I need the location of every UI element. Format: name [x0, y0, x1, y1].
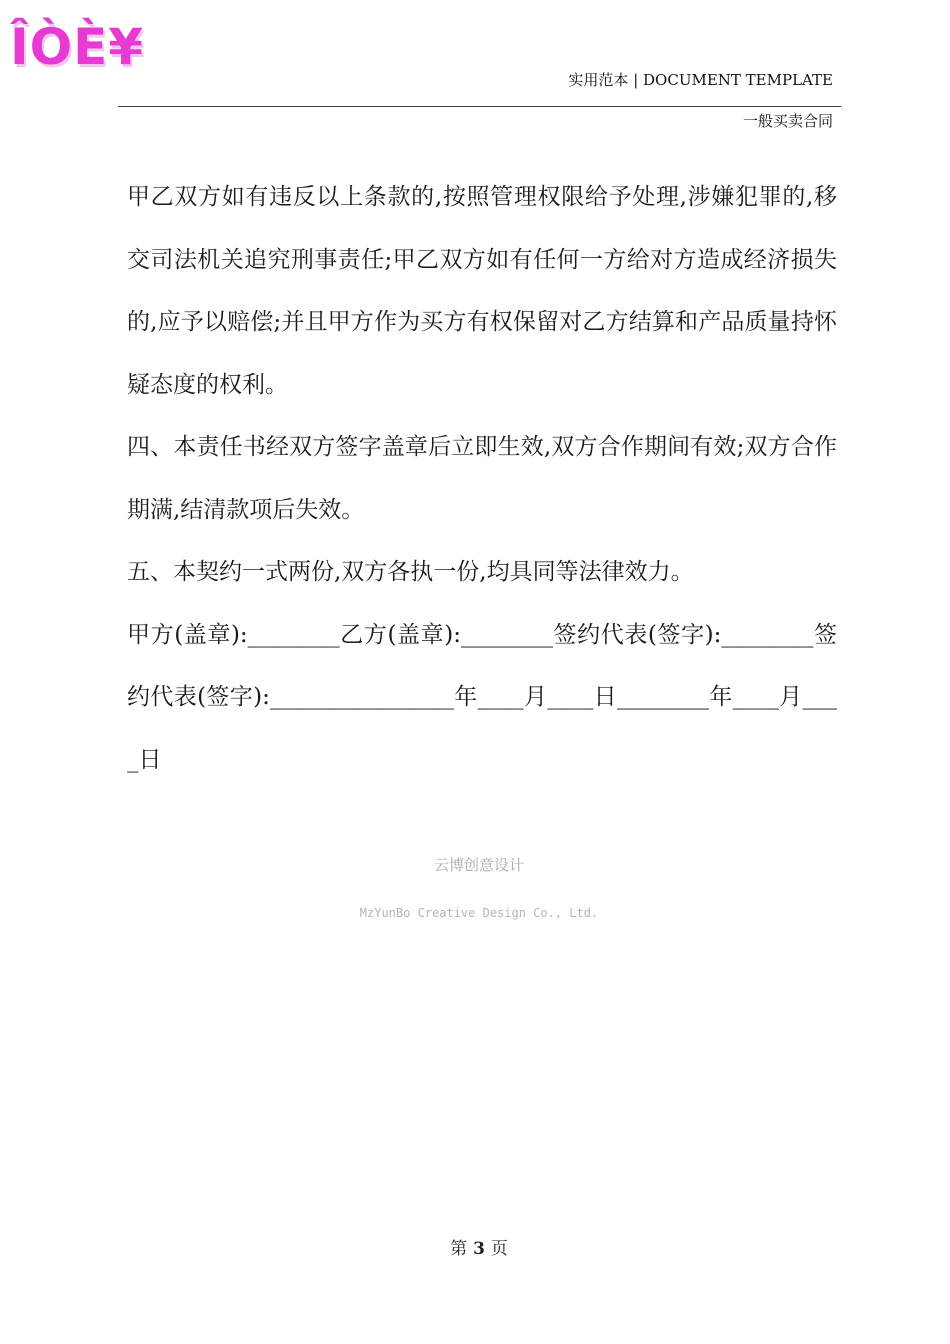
footer-company-cn: 云博创意设计 [433, 856, 524, 874]
header-tagline: 实用范本 | DOCUMENT TEMPLATE [568, 71, 833, 89]
page-number [0, 1234, 950, 1259]
page-suffix: 页 [490, 1239, 508, 1259]
paragraph-effective-term: 四、本责任书经双方签字盖章后立即生效,双方合作期间有效;双方合作期满,结清款项后失效。 [127, 434, 837, 523]
page-prefix: 第 [450, 1239, 468, 1259]
logo: ÎÒÈ¥ [10, 18, 145, 76]
paragraph-liability: 甲乙双方如有违反以上条款的,按照管理权限给予处理,涉嫌犯罪的,移交司法机关追究刑事责任;甲乙双方如有任何一方给对方造成经济损失的,应予以赔偿;并且甲方作为买方有权保留对乙方结算和产品质量持怀疑态度的权利。 [127, 184, 837, 398]
paragraph-copies: 五、本契约一式两份,双方各执一份,均具同等法律效力。 [127, 559, 694, 585]
signature-block: 甲方(盖章):________乙方(盖章):________签约代表(签字):________签约代表(签字):________________年____月____日________年____月____日 [127, 621, 837, 773]
footer-company-en: MzYunBo Creative Design Co., Ltd. [359, 906, 599, 920]
document-body [127, 166, 837, 791]
document-title: 一般买卖合同 [742, 112, 833, 130]
header-divider [118, 106, 841, 107]
page-number-value: 3 [473, 1239, 485, 1259]
